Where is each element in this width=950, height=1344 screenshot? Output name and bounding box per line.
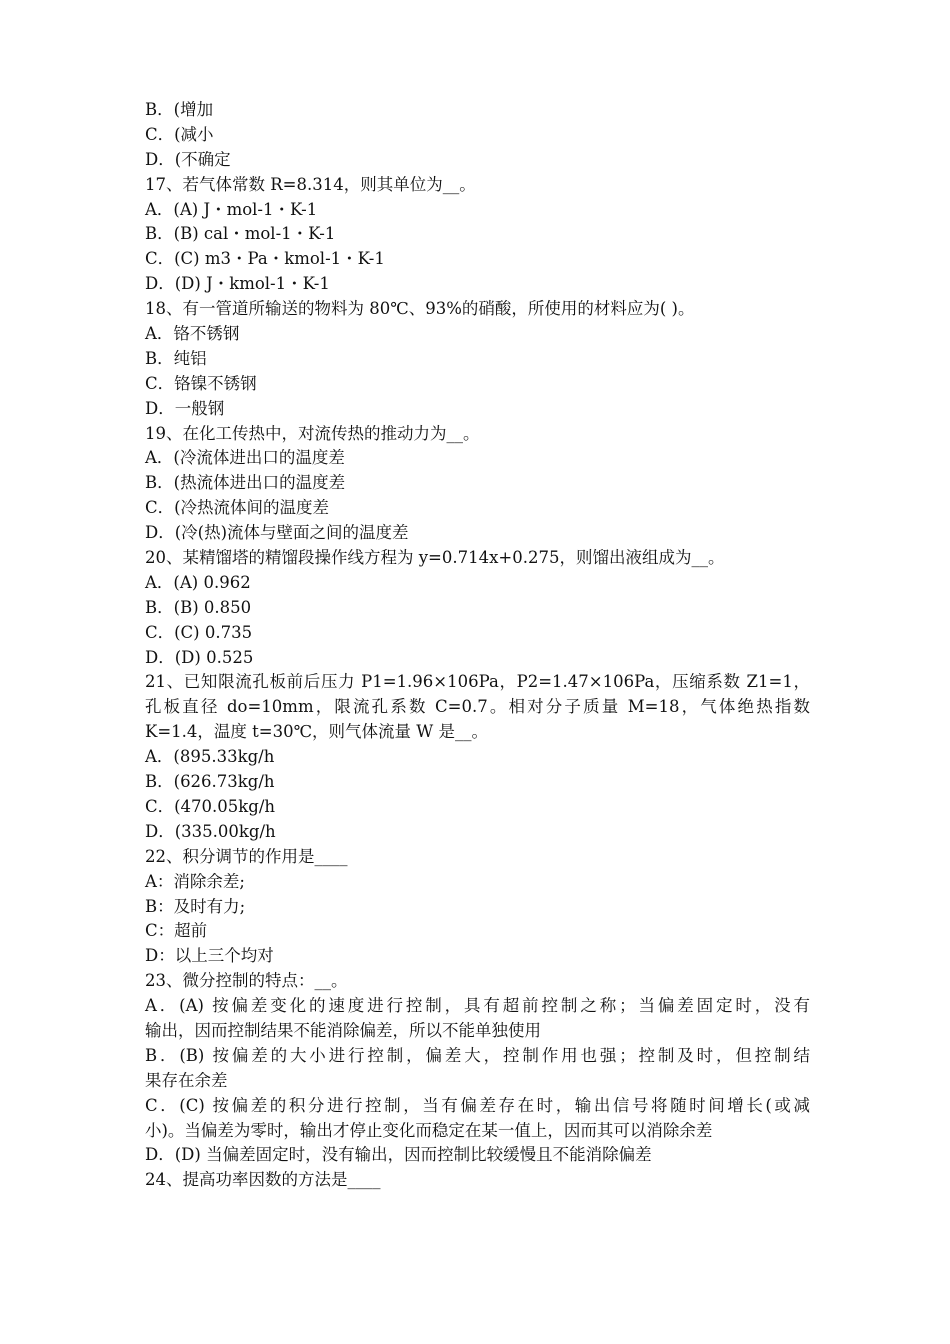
option-19-b: B．(热流体进出口的温度差 xyxy=(145,473,346,493)
option-18-d: D．一般钢 xyxy=(145,398,225,418)
option-19-d: D．(冷(热)流体与壁面之间的温度差 xyxy=(145,523,409,543)
question-21-line-2: 孔板直径 do=10mm，限流孔系数 C=0.7。相对分子质量 M=18，气体绝热指数 xyxy=(145,697,810,717)
option-18-a: A．铬不锈钢 xyxy=(145,324,240,344)
option-21-d: D．(335.00kg/h xyxy=(145,821,276,841)
question-21-line-3: K=1.4，温度 t=30℃，则气体流量 W 是__。 xyxy=(145,722,488,742)
option-21-b: B．(626.73kg/h xyxy=(145,772,275,792)
option-23-c-line-1: C．(C) 按偏差的积分进行控制，当有偏差存在时，输出信号将随时间增长(或减 xyxy=(145,1095,810,1115)
option-23-b-line-1: B．(B) 按偏差的大小进行控制，偏差大，控制作用也强；控制及时，但控制结 xyxy=(145,1045,810,1065)
option-19-c: C．(冷热流体间的温度差 xyxy=(145,498,330,518)
document-body xyxy=(145,98,810,1193)
question-21-line-1: 21、已知限流孔板前后压力 P1=1.96×106Pa，P2=1.47×106Pa，压缩系数 Z1=1， xyxy=(145,672,810,692)
option-21-a: A．(895.33kg/h xyxy=(145,747,275,767)
option-20-b: B．(B) 0.850 xyxy=(145,597,252,617)
option-19-a: A．(冷流体进出口的温度差 xyxy=(145,448,345,468)
question-18: 18、有一管道所输送的物料为 80℃、93%的硝酸，所使用的材料应为( )。 xyxy=(145,299,695,319)
option-17-a: A．(A) J・mol-1・K-1 xyxy=(145,199,318,219)
option-23-d: D．(D) 当偏差固定时，没有输出，因而控制比较缓慢且不能消除偏差 xyxy=(145,1145,652,1165)
option-22-c: C：超前 xyxy=(145,921,208,941)
option-16-c: C．(减小 xyxy=(145,124,214,144)
option-18-c: C．铬镍不锈钢 xyxy=(145,373,257,393)
question-22: 22、积分调节的作用是____ xyxy=(145,846,348,866)
option-20-d: D．(D) 0.525 xyxy=(145,647,254,667)
question-17: 17、若气体常数 R=8.314，则其单位为__。 xyxy=(145,174,476,194)
option-17-c: C．(C) m3・Pa・kmol-1・K-1 xyxy=(145,249,385,269)
question-23: 23、微分控制的特点：__。 xyxy=(145,971,348,991)
question-20: 20、某精馏塔的精馏段操作线方程为 y=0.714x+0.275，则馏出液组成为__。 xyxy=(145,548,725,568)
option-17-d: D．(D) J・kmol-1・K-1 xyxy=(145,274,330,294)
option-23-c-line-2: 小)。当偏差为零时，输出才停止变化而稳定在某一值上，因而其可以消除余差 xyxy=(145,1120,713,1140)
option-17-b: B．(B) cal・mol-1・K-1 xyxy=(145,224,336,244)
option-16-b: B．(增加 xyxy=(145,100,214,119)
option-20-c: C．(C) 0.735 xyxy=(145,622,253,642)
option-23-b-line-2: 果存在余差 xyxy=(145,1070,228,1090)
option-22-b: B：及时有力; xyxy=(145,896,246,916)
question-19: 19、在化工传热中，对流传热的推动力为__。 xyxy=(145,423,480,443)
option-20-a: A．(A) 0.962 xyxy=(145,572,251,592)
option-23-a-line-2: 输出，因而控制结果不能消除偏差，所以不能单独使用 xyxy=(145,1020,541,1040)
question-24: 24、提高功率因数的方法是____ xyxy=(145,1170,381,1190)
option-16-d: D．(不确定 xyxy=(145,149,231,169)
option-22-a: A：消除余差; xyxy=(145,871,245,891)
option-22-d: D：以上三个均对 xyxy=(145,946,274,966)
option-23-a-line-1: A．(A) 按偏差变化的速度进行控制，具有超前控制之称；当偏差固定时，没有 xyxy=(145,996,810,1016)
option-18-b: B．纯铝 xyxy=(145,348,207,368)
option-21-c: C．(470.05kg/h xyxy=(145,796,276,816)
